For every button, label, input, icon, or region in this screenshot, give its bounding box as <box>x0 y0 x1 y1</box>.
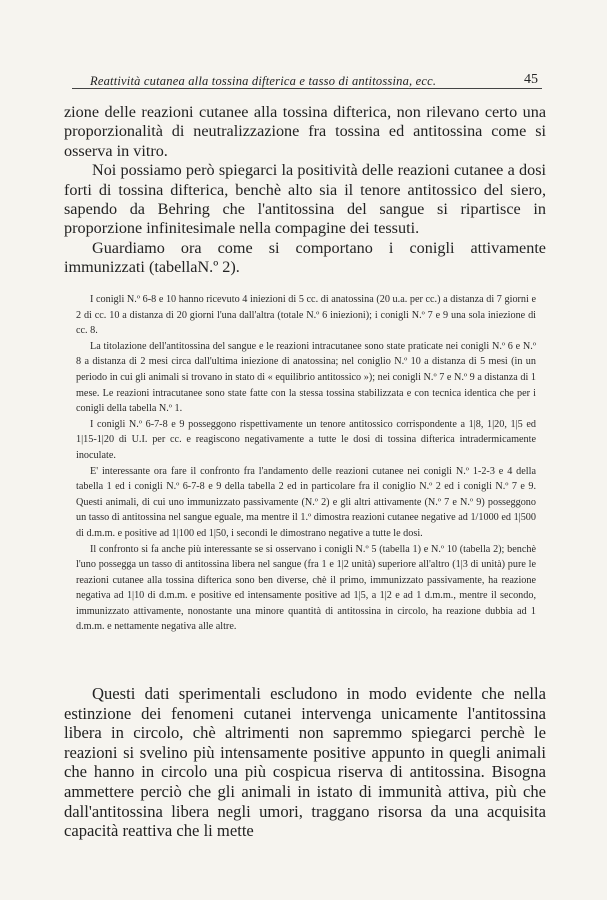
top-text-block <box>64 103 546 278</box>
note-comparison: E' interessante ora fare il confronto fra l'andamento delle reazioni cutanee nei conigli N.º 1-2-3 e 4 della tabella 1 ed i conigli N.º 6-7-8 e 9 della tabella 2 ed in particolare fra il coniglio N.º 2 ed i conigli N.º 7 e 9. Questi animali, di cui uno immunizzato passivamente (N.º 2) e gli altri attivamente (N.º 7 e N.º 9) posseggono un tasso di antitossina nel sangue eguale, ma mentre il 1.º dimostra reazioni cutanee negative ad 1/1000 ed 1|500 di d.m.m. e positive ad 1|100 ed 1|50, i secondi le dimostrano negative a tutte le dosi. <box>76 465 536 539</box>
paragraph-conigli-attivi: Guardiamo ora come si comportano i conigli attivamente immunizzati (tabellaN.º 2). <box>64 238 546 277</box>
running-header <box>72 66 542 89</box>
page-number: 45 <box>524 72 538 87</box>
running-title: Reattività cutanea alla tossina difterica e tasso di antitossina, ecc. <box>90 74 437 88</box>
paragraph-conclusion: Questi dati sperimentali escludono in modo evidente che nella estinzione dei fenomeni cutanei intervenga unicamente l'antitossina libera in circolo, chè altrimenti non sapremmo spiegarci perchè le reazioni si svelino più intensamente positive appunto in quegli animali che hanno in circolo una più cospicua riserva di antitossina. Bisogna ammettere perciò che gli animali in istato di immunità attiva, più che dall'antitossina libera negli umori, traggano risorsa da una acquisita capacità reattiva che li mette <box>64 684 546 841</box>
note-antitoxin-levels: I conigli N.º 6-7-8 e 9 posseggono rispettivamente un tenore antitossico corrispondente a 1|8, 1|20, 1|5 ed 1|15-1|20 di U.I. per cc. e reagiscono negativamente a tutte le dosi di tossina difterica intradermicamente inoculate. <box>76 418 536 461</box>
paragraph-continuation: zione delle reazioni cutanee alla tossina difterica, non rilevano certo una proporzionalità di neutralizzazione fra tossina ed antitossina come si osserva in vitro. <box>64 103 546 160</box>
small-print-notes <box>76 292 536 635</box>
paragraph-behring: Noi possiamo però spiegarci la positività delle reazioni cutanee a dosi forti di tossina difterica, benchè alto sia il tenore antitossico del siero, sapendo da Behring che l'antitossina del sangue si ripartisce in proporzione infinitesimale nella compagine dei tessuti. <box>64 161 546 238</box>
note-injections: I conigli N.º 6-8 e 10 hanno ricevuto 4 iniezioni di 5 cc. di anatossina (20 u.a. per cc.) a distanza di 7 giorni e 2 di cc. 10 a distanza di 20 giorni l'una dall'altra (totale N.º 6 iniezioni); i conigli N.º 7 e 9 una sola iniezione di cc. 8. <box>76 294 536 337</box>
bottom-text-block <box>64 684 546 841</box>
note-comparison-5-10: Il confronto si fa anche più interessante se si osservano i conigli N.º 5 (tabella 1) e N.º 10 (tabella 2); benchè l'uno possegga un tasso di antitossina libera nel sangue (fra 1 e 1|2 unità) superiore all'altro (1|3 di unità) pure le reazioni cutanee alla tossina difterica sono ben diverse, chè il primo, immunizzato passivamente, ha reazione negativa ad 1|10 di d.m.m. e positive ed intensamente positive ad 1|5, a 1|2 e ad 1 d.m.m., mentre il secondo, immunizzato attivamente, nonostante una minore quantità di antitossina in circolo, ha reazione dubbia ad 1 d.m.m. e nettamente negativa alle altre. <box>76 543 536 633</box>
note-titration: La titolazione dell'antitossina del sangue e le reazioni intracutanee sono state praticate nei conigli N.º 6 e N.º 8 a distanza di 2 mesi circa dall'ultima iniezione di anatossina; nel coniglio N.º 10 a distanza di 5 mesi (in un periodo in cui gli animali si trovano in stato di « equilibrio antitossico »); nei conigli N.º 7 e N.º 9 a distanza di 1 mese. Le reazioni intracutanee sono state fatte con la stessa tossina stabilizzata e con tecnica identica che per i conigli della tabella N.º 1. <box>76 340 536 415</box>
